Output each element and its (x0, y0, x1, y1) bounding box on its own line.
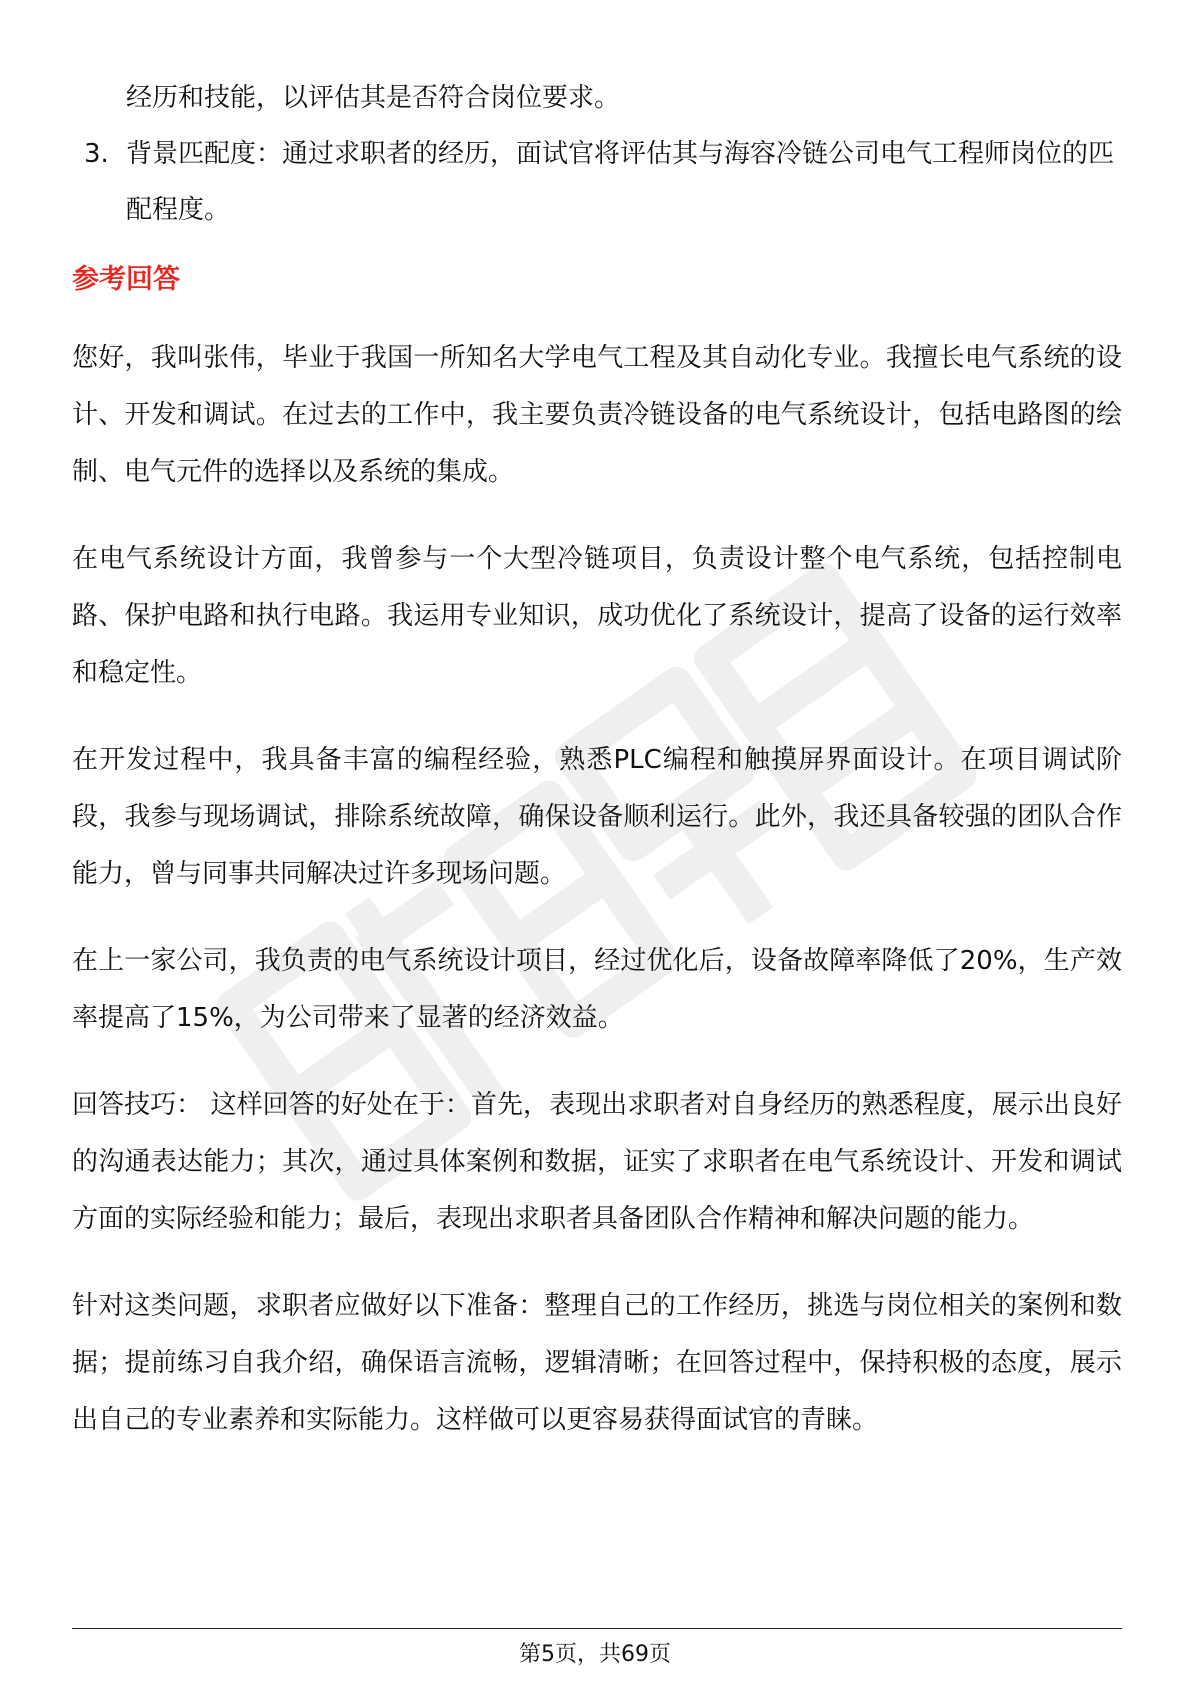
list-number: 3. (84, 139, 109, 169)
list-item-continuation: 经历和技能，以评估其是否符合岗位要求。 (126, 83, 621, 113)
paragraph-preparation: 针对这类问题，求职者应做好以下准备：整理自己的工作经历，挑选与岗位相关的案例和数据；提前练习自我介绍，确保语言流畅，逻辑清晰；在回答过程中，保持积极的态度，展示出自己的专业素养和实际能力。这样做可以更容易获得面试官的青睐。 (72, 1291, 1122, 1435)
paragraph-results: 在上一家公司，我负责的电气系统设计项目，经过优化后，设备故障率降低了20%，生产效率提高了15%，为公司带来了显著的经济效益。 (72, 946, 1122, 1033)
footer-divider (72, 1628, 1122, 1629)
paragraph-intro: 您好，我叫张伟，毕业于我国一所知名大学电气工程及其自动化专业。我擅长电气系统的设计、开发和调试。在过去的工作中，我主要负责冷链设备的电气系统设计，包括电路图的绘制、电气元件的选择以及系统的集成。 (72, 343, 1122, 487)
document-content (72, 70, 1122, 1479)
list-item-3 (72, 126, 1122, 238)
page-number: 第5页，共69页 (519, 1642, 671, 1667)
section-title: 参考回答 (72, 264, 180, 295)
list-item-text: 背景匹配度：通过求职者的经历，面试官将评估其与海容冷链公司电气工程师岗位的匹配程度。 (126, 139, 1115, 225)
paragraph-design: 在电气系统设计方面，我曾参与一个大型冷链项目，负责设计整个电气系统，包括控制电路、保护电路和执行电路。我运用专业知识，成功优化了系统设计，提高了设备的运行效率和稳定性。 (72, 544, 1122, 688)
paragraph-development: 在开发过程中，我具备丰富的编程经验，熟悉PLC编程和触摸屏界面设计。在项目调试阶段，我参与现场调试，排除系统故障，确保设备顺利运行。此外，我还具备较强的团队合作能力，曾与同事共同解决过许多现场问题。 (72, 745, 1122, 889)
paragraph-tips: 回答技巧： 这样回答的好处在于：首先，表现出求职者对自身经历的熟悉程度，展示出良好的沟通表达能力；其次，通过具体案例和数据，证实了求职者在电气系统设计、开发和调试方面的实际经验和能力；最后，表现出求职者具备团队合作精神和解决问题的能力。 (72, 1090, 1122, 1234)
